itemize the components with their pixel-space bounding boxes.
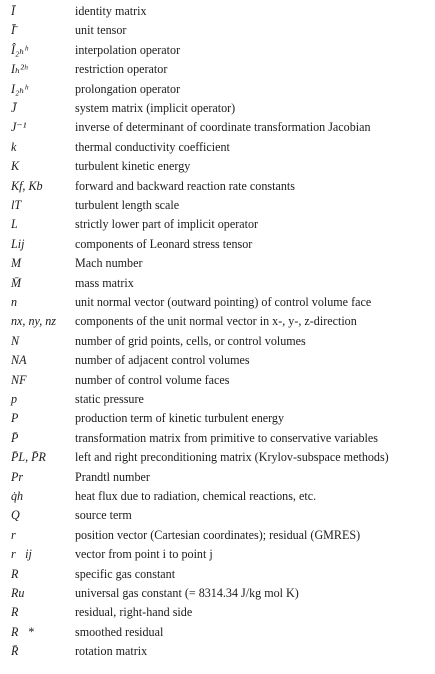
entry-description: inverse of determinant of coordinate transformation Jacobian [75,120,371,135]
entry-symbol: P [11,411,19,426]
nomenclature-entry [0,332,435,351]
nomenclature-entry [0,468,435,487]
entry-symbol: P̄ [11,430,19,445]
entry-description: heat flux due to radiation, chemical reactions, etc. [75,489,317,503]
entry-symbol: N [11,333,20,348]
nomenclature-entry [0,215,435,234]
entry-description: thermal conductivity coefficient [75,139,230,154]
nomenclature-entry [0,487,435,506]
nomenclature-entry [0,371,435,390]
entry-symbol: Pr [11,469,24,484]
nomenclature-entry [0,603,435,622]
nomenclature-entry [0,274,435,293]
entry-symbol: Lij [11,236,25,251]
nomenclature-entry [0,177,435,196]
nomenclature-entry [0,60,435,79]
entry-description: unit tensor [75,23,127,38]
entry-description: forward and backward reaction rate constants [75,178,295,193]
nomenclature-entry [0,196,435,215]
nomenclature-entry [0,429,435,448]
entry-symbol: R [11,566,19,581]
entry-symbol: q̇h [11,489,24,503]
entry-symbol: r⃗ [11,527,26,542]
entry-symbol: lT [11,198,22,212]
entry-description: source term [75,508,132,523]
entry-symbol: I₂ₕʰ [11,81,28,96]
nomenclature-entry [0,448,435,467]
nomenclature-entry [0,80,435,99]
entry-description: number of control volume faces [75,372,230,387]
entry-symbol: P̄L, P̄R [11,450,46,465]
nomenclature-entry [0,584,435,603]
nomenclature-entry [0,41,435,60]
entry-description: specific gas constant [75,566,176,581]
entry-description: position vector (Cartesian coordinates); residual (GMRES) [75,527,361,542]
entry-description: left and right preconditioning matrix (Krylov-subspace methods) [75,450,389,465]
entry-symbol: p [11,392,18,406]
nomenclature-entry [0,409,435,428]
nomenclature-entry [0,138,435,157]
entry-symbol: k [11,139,17,154]
entry-symbol: R⃗ [11,605,28,620]
entry-symbol: nx, ny, nz [11,314,57,329]
entry-symbol: J⁻¹ [11,120,27,135]
nomenclature-entry [0,312,435,331]
entry-symbol: L [11,217,18,232]
entry-symbol: R̄ [11,644,19,659]
entry-symbol: n⃗ [11,295,27,309]
entry-symbol: NA [11,353,27,368]
entry-description: system matrix (implicit operator) [75,101,236,115]
entry-symbol: Ī [11,4,16,18]
entry-symbol: J̄ [11,101,17,115]
entry-description: Mach number [75,256,143,271]
entry-description: smoothed residual [75,624,164,639]
nomenclature-entry [0,235,435,254]
nomenclature-entry [0,254,435,273]
nomenclature-entry [0,623,435,642]
nomenclature-entry [0,565,435,584]
nomenclature-entry [0,351,435,370]
nomenclature-entry [0,99,435,118]
nomenclature-entry [0,526,435,545]
entry-symbol: Ru [11,586,25,600]
entry-symbol: r⃗ij [11,547,32,562]
entry-description: universal gas constant (= 8314.34 J/kg mol K) [75,586,299,600]
entry-symbol: Q [11,508,20,523]
entry-symbol: K [11,159,20,174]
nomenclature-entry [0,118,435,137]
entry-description: static pressure [75,392,144,406]
entry-description: identity matrix [75,4,147,18]
entry-symbol: Î₂ₕʰ [11,42,28,57]
entry-symbol: M [11,256,22,271]
entry-description: prolongation operator [75,81,181,96]
entry-description: components of the unit normal vector in x-, y-, z-direction [75,314,357,329]
entry-description: turbulent length scale [75,198,180,212]
entry-description: interpolation operator [75,42,181,57]
entry-description: strictly lower part of implicit operator [75,217,259,232]
entry-symbol: Iₕ²ʰ [11,62,28,77]
entry-description: restriction operator [75,62,168,77]
entry-description: rotation matrix [75,644,148,659]
entry-description: components of Leonard stress tensor [75,236,253,251]
entry-symbol: Ī̄ [11,23,16,38]
nomenclature-entry [0,21,435,40]
entry-description: mass matrix [75,275,134,290]
entry-symbol: Kf, Kb [11,178,43,193]
nomenclature-entry [0,293,435,312]
nomenclature-entry [0,506,435,525]
nomenclature-entry [0,157,435,176]
entry-symbol: M̄ [11,275,22,290]
entry-description: residual, right-hand side [75,605,193,620]
nomenclature-entry [0,545,435,564]
entry-description: Prandtl number [75,469,150,484]
entry-symbol: R⃗* [11,624,34,639]
entry-description: number of grid points, cells, or control volumes [75,333,306,348]
entry-description: unit normal vector (outward pointing) of control volume face [75,295,372,309]
entry-description: production term of kinetic turbulent energy [75,411,285,426]
entry-description: transformation matrix from primitive to conservative variables [75,430,378,445]
nomenclature-entry [0,642,435,661]
entry-description: vector from point i to point j [75,547,213,562]
entry-symbol: NF [11,372,27,387]
nomenclature-entry [0,390,435,409]
entry-description: number of adjacent control volumes [75,353,250,368]
nomenclature-entry [0,2,435,21]
entry-description: turbulent kinetic energy [75,159,191,174]
